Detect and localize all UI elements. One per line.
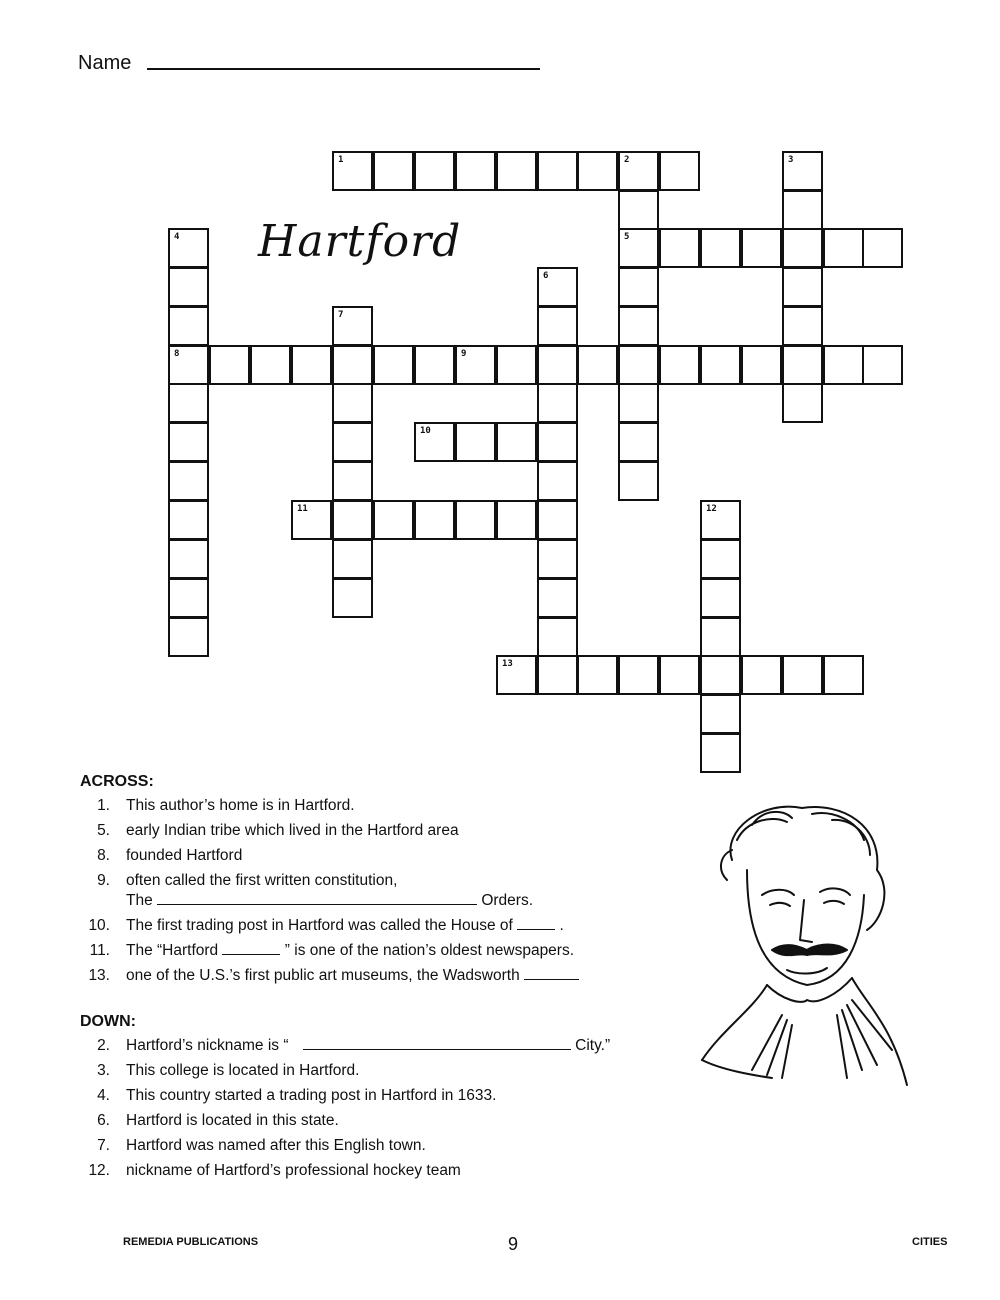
clue-across-9 [80, 871, 398, 891]
crossword-cell[interactable] [537, 655, 578, 695]
crossword-cell[interactable] [537, 500, 578, 540]
clue-text: Hartford was named after this English town. [126, 1137, 426, 1154]
clue-number: 6. [97, 1112, 110, 1129]
crossword-cell[interactable] [741, 228, 782, 268]
crossword-cell[interactable] [414, 422, 455, 462]
crossword-cell[interactable] [618, 190, 659, 230]
clue-text: ” is one of the nation’s oldest newspapers. [284, 942, 575, 959]
clue-number-label: 10 [420, 426, 431, 436]
clue-across-11 [80, 941, 575, 966]
crossword-cell[interactable] [168, 383, 209, 423]
clue-across-1 [80, 796, 355, 821]
across-heading: ACROSS: [80, 773, 154, 790]
clue-text: Hartford is located in this state. [126, 1112, 339, 1129]
down-heading: DOWN: [80, 1013, 136, 1030]
clue-number: 1. [97, 797, 110, 814]
crossword-cell[interactable] [537, 461, 578, 501]
crossword-cell[interactable] [782, 345, 823, 385]
clue-number: 9. [97, 872, 110, 889]
crossword-cell[interactable] [496, 500, 537, 540]
clue-number: 4. [97, 1087, 110, 1104]
answer-blank [517, 917, 555, 930]
clue-number: 5. [97, 822, 110, 839]
clue-number-label: 7 [338, 310, 344, 320]
clue-text: The [126, 892, 153, 909]
crossword-cell[interactable] [537, 617, 578, 657]
crossword-cell[interactable] [537, 267, 578, 307]
crossword-cell[interactable] [782, 306, 823, 346]
crossword-cell[interactable] [782, 655, 823, 695]
crossword-cell[interactable] [618, 267, 659, 307]
clue-down-12 [80, 1161, 461, 1186]
crossword-cell[interactable] [537, 383, 578, 423]
crossword-cell[interactable] [455, 422, 496, 462]
crossword-cell[interactable] [373, 345, 414, 385]
clue-number: 7. [97, 1137, 110, 1154]
crossword-cell[interactable] [618, 228, 659, 268]
crossword-cell[interactable] [823, 345, 864, 385]
crossword-cell[interactable] [618, 306, 659, 346]
down-clues [80, 1013, 611, 1186]
crossword-cell[interactable] [168, 306, 209, 346]
crossword-cell[interactable] [823, 228, 864, 268]
crossword-cell[interactable] [700, 733, 741, 773]
clue-text: This author’s home is in Hartford. [126, 797, 355, 814]
author-portrait-illustration [692, 800, 912, 1090]
crossword-cell[interactable] [862, 345, 903, 385]
crossword-cell[interactable] [414, 500, 455, 540]
clue-number-label: 4 [174, 232, 180, 242]
crossword-cell[interactable] [332, 578, 373, 618]
crossword-cell[interactable] [782, 151, 823, 191]
clue-text: This country started a trading post in Hartford in 1633. [126, 1087, 497, 1104]
crossword-cell[interactable] [700, 694, 741, 734]
crossword-cell[interactable] [168, 422, 209, 462]
crossword-cell[interactable] [455, 345, 496, 385]
crossword-cell[interactable] [332, 345, 373, 385]
across-clues [80, 773, 575, 991]
clue-number: 12. [88, 1162, 110, 1179]
clue-text: founded Hartford [126, 847, 243, 864]
clue-down-7 [80, 1136, 426, 1161]
crossword-cell[interactable] [168, 228, 209, 268]
crossword-cell[interactable] [332, 151, 373, 191]
crossword-cell[interactable] [782, 267, 823, 307]
crossword-cell[interactable] [168, 461, 209, 501]
crossword-cell[interactable] [332, 383, 373, 423]
crossword-cell[interactable] [700, 228, 741, 268]
crossword-cell[interactable] [700, 500, 741, 540]
crossword-cell[interactable] [700, 539, 741, 579]
clue-text: early Indian tribe which lived in the Hartford area [126, 822, 459, 839]
crossword-cell[interactable] [332, 500, 373, 540]
crossword-cell[interactable] [741, 655, 782, 695]
crossword-cell[interactable] [577, 655, 618, 695]
puzzle-title: Hartford [258, 216, 462, 267]
footer-publisher: REMEDIA PUBLICATIONS [123, 1236, 259, 1248]
answer-blank [303, 1037, 571, 1050]
clue-down-6 [80, 1111, 339, 1136]
crossword-cell[interactable] [168, 500, 209, 540]
crossword-cell[interactable] [332, 422, 373, 462]
clue-across-13 [80, 966, 520, 991]
clue-number-label: 1 [338, 155, 344, 165]
clue-number: 2. [97, 1037, 110, 1054]
name-label: Name [78, 52, 132, 74]
clue-number-label: 12 [706, 504, 717, 514]
clue-number: 8. [97, 847, 110, 864]
crossword-cell[interactable] [700, 345, 741, 385]
crossword-cell[interactable] [291, 500, 332, 540]
answer-blank [524, 967, 579, 980]
crossword-cell[interactable] [700, 617, 741, 657]
crossword-cell[interactable] [496, 422, 537, 462]
clue-text: nickname of Hartford’s professional hockey team [126, 1162, 461, 1179]
clue-number: 10. [88, 917, 110, 934]
clue-text: often called the first written constitution, [126, 872, 398, 889]
crossword-cell[interactable] [577, 151, 618, 191]
clue-across-10 [80, 916, 564, 941]
crossword-cell[interactable] [537, 345, 578, 385]
crossword-cell[interactable] [537, 151, 578, 191]
crossword-cell[interactable] [373, 151, 414, 191]
crossword-cell[interactable] [782, 383, 823, 423]
crossword-cell[interactable] [537, 306, 578, 346]
page-number: 9 [508, 1234, 519, 1254]
clue-text: The first trading post in Hartford was called the House of [126, 917, 513, 934]
crossword-cell[interactable] [332, 306, 373, 346]
clue-number-label: 13 [502, 659, 513, 669]
crossword-cell[interactable] [414, 345, 455, 385]
clue-down-4 [80, 1086, 497, 1111]
clue-number-label: 2 [624, 155, 630, 165]
crossword-cell[interactable] [577, 345, 618, 385]
clue-text: Hartford’s nickname is “ [126, 1037, 289, 1054]
answer-blank [157, 892, 477, 905]
crossword-cell[interactable] [537, 539, 578, 579]
clue-number-label: 8 [174, 349, 180, 359]
crossword-cell[interactable] [373, 500, 414, 540]
clue-down-3 [80, 1061, 360, 1086]
clue-text: The “Hartford [126, 942, 219, 959]
crossword-cell[interactable] [537, 422, 578, 462]
crossword-cell[interactable] [823, 655, 864, 695]
clue-number: 13. [88, 967, 110, 984]
footer-series: CITIES [912, 1236, 948, 1248]
crossword-cell[interactable] [209, 345, 250, 385]
crossword-cell[interactable] [332, 539, 373, 579]
crossword-cell[interactable] [168, 539, 209, 579]
crossword-cell[interactable] [618, 655, 659, 695]
crossword-cell[interactable] [618, 422, 659, 462]
crossword-cell[interactable] [332, 461, 373, 501]
clue-number-label: 11 [297, 504, 308, 514]
clue-number-label: 3 [788, 155, 794, 165]
crossword-cell[interactable] [659, 345, 700, 385]
clue-text: City.” [575, 1037, 611, 1054]
crossword-cell[interactable] [700, 655, 741, 695]
crossword-cell[interactable] [659, 151, 700, 191]
clue-across-8 [80, 846, 243, 871]
clue-number: 11. [89, 942, 110, 959]
clue-text: Orders. [481, 892, 534, 909]
clue-number-label: 6 [543, 271, 549, 281]
crossword-cell[interactable] [168, 578, 209, 618]
clue-text: This college is located in Hartford. [126, 1062, 360, 1079]
crossword-cell[interactable] [168, 617, 209, 657]
clue-text: one of the U.S.’s first public art museums, the Wadsworth [126, 967, 520, 984]
crossword-cell[interactable] [537, 578, 578, 618]
clue-down-2 [80, 1036, 611, 1061]
crossword-cell[interactable] [168, 345, 209, 385]
crossword-cell[interactable] [618, 345, 659, 385]
crossword-cell[interactable] [659, 655, 700, 695]
crossword-cell[interactable] [659, 228, 700, 268]
crossword-cell[interactable] [618, 383, 659, 423]
crossword-cell[interactable] [700, 578, 741, 618]
clue-number: 3. [97, 1062, 110, 1079]
crossword-cell[interactable] [496, 151, 537, 191]
crossword-cell[interactable] [414, 151, 455, 191]
clue-across-5 [80, 821, 459, 846]
crossword-cell[interactable] [618, 151, 659, 191]
clue-text: . [559, 917, 564, 934]
crossword-cell[interactable] [250, 345, 291, 385]
crossword-cell[interactable] [455, 500, 496, 540]
crossword-cell[interactable] [496, 345, 537, 385]
crossword-cell[interactable] [168, 267, 209, 307]
clue-across-9-line2 [80, 891, 534, 916]
crossword-cell[interactable] [862, 228, 903, 268]
crossword-cell[interactable] [291, 345, 332, 385]
crossword-cell[interactable] [455, 151, 496, 191]
crossword-cell[interactable] [782, 190, 823, 230]
crossword-cell[interactable] [496, 655, 537, 695]
clue-number-label: 9 [461, 349, 467, 359]
answer-blank [222, 942, 280, 955]
crossword-cell[interactable] [618, 461, 659, 501]
crossword-cell[interactable] [741, 345, 782, 385]
clue-number-label: 5 [624, 232, 630, 242]
crossword-cell[interactable] [782, 228, 823, 268]
